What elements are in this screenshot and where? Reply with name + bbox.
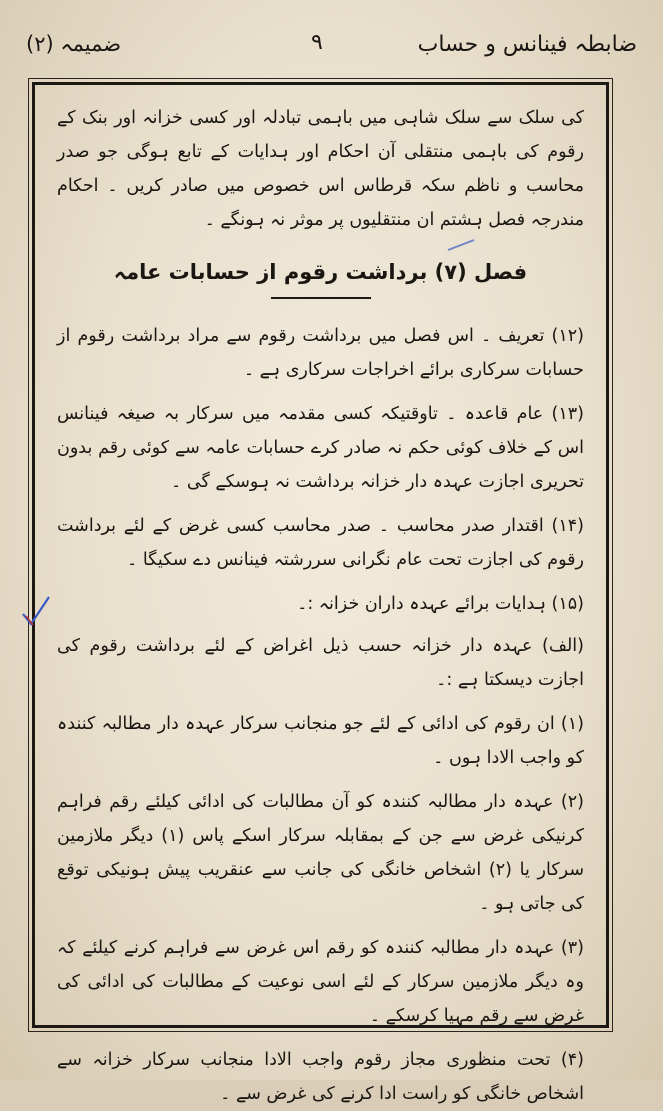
intro-paragraph: کی سلک سے سلک شاہی میں باہمی تبادلہ اور کسی خزانہ اور بنک کے رقوم کی باہمی منتقلی آن احکام اور ہدایات کے تابع ہوگی جو صدر محاسب و ناظم سکہ قرطاس اس خصوص میں صادر کریں ۔ احکام مندرجہ فصل ہشتم ان منتقلیوں پر موثر نہ ہونگے ۔	[57, 108, 584, 230]
running-head	[26, 30, 637, 72]
clause-14: (۱۴) اقتدار صدر محاسب ۔ صدر محاسب کسی غرض کے لئے برداشت رقوم کی اجازت تحت عام نگرانی سررشتہ فینانس دے سکیگا ۔	[57, 516, 584, 570]
heading-rule	[271, 297, 371, 299]
list-item-3: (۳) عہدہ دار مطالبہ کنندہ کو رقم اس غرض سے فراہم کرنے کیلئے کہ وہ دیگر ملازمین سرکار کے لئے اسی نوعیت کے مطالبات کی ادائی کی غرض سے رقم مہیا کرسکے ۔	[57, 938, 584, 1026]
clause-15: (۱۵) ہدایات برائے عہدہ داران خزانہ :۔	[297, 594, 584, 614]
clause-15-a: (الف) عہدہ دار خزانہ حسب ذیل اغراض کے لئے برداشت رقوم کی اجازت دیسکتا ہے :۔	[57, 636, 584, 690]
clause-12: (۱۲) تعریف ۔ اس فصل میں برداشت رقوم سے مراد برداشت رقوم از حسابات سرکاری برائے اخراجات سرکاری ہے ۔	[57, 326, 584, 380]
list-item-4: (۴) تحت منظوری مجاز رقوم واجب الادا منجانب سرکار خزانہ سے اشخاص خانگی کو راست ادا کرنے کی غرض سے ۔	[57, 1050, 584, 1104]
list-item-1: (۱) ان رقوم کی ادائی کے لئے جو منجانب سرکار عہدہ دار مطالبہ کنندہ کو واجب الادا ہوں ۔	[57, 714, 584, 768]
pencil-tick-icon	[20, 594, 52, 628]
page-number: ۹	[311, 30, 323, 55]
appendix-label: ضمیمہ (۲)	[26, 32, 122, 56]
list-item-2: (۲) عہدہ دار مطالبہ کنندہ کو آن مطالبات کی ادائی کیلئے رقم فراہم کرنیکی غرض سے جن کے بمقابلہ سرکار اسکے پاس (۱) دیگر ملازمین سرکار یا (۲) اشخاص خانگی کی جانب سے عنقریب پیش ہونیکی توقع کی جاتی ہو ۔	[57, 792, 584, 914]
section-heading: فصل (۷) برداشت رقوم از حسابات عامہ	[113, 260, 528, 284]
text-frame	[32, 82, 609, 1104]
pencil-stroke-mark	[446, 238, 476, 252]
clause-13: (۱۳) عام قاعدہ ۔ تاوقتیکہ کسی مقدمہ میں سرکار بہ صیغہ فینانس اس کے خلاف کوئی حکم نہ صادر کرے حسابات عامہ سے کوئی رقم بدون تحریری اجازت عہدہ دار خزانہ برداشت نہ ہوسکے گی ۔	[57, 404, 584, 492]
book-title: ضابطہ فینانس و حساب	[417, 32, 637, 57]
